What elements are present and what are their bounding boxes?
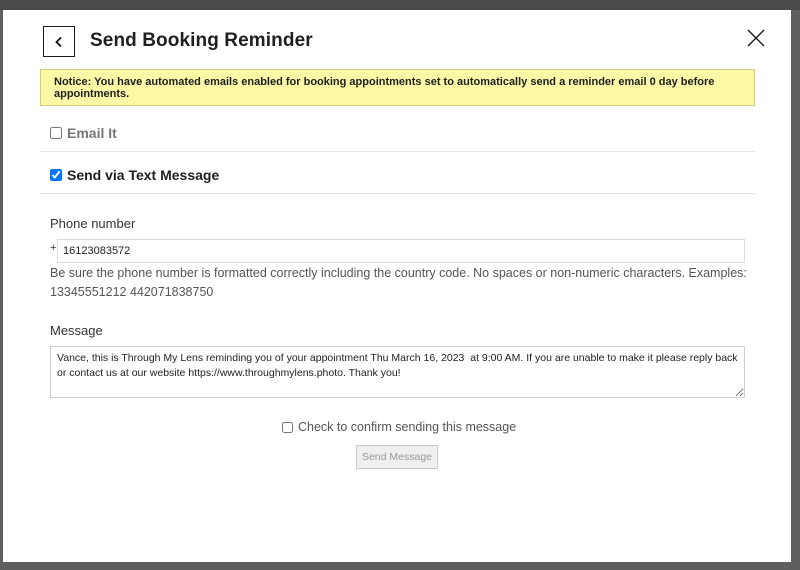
confirm-label: Check to confirm sending this message <box>298 420 517 434</box>
sms-option[interactable] <box>50 167 219 183</box>
modal-title: Send Booking Reminder <box>90 30 313 51</box>
email-option[interactable] <box>50 125 117 141</box>
send-reminder-modal <box>3 10 791 562</box>
confirm-option[interactable] <box>282 420 516 434</box>
automation-notice <box>40 69 755 106</box>
send-message-button[interactable]: Send Message <box>356 445 438 469</box>
divider <box>40 151 755 152</box>
page-backdrop <box>0 0 800 10</box>
email-checkbox[interactable] <box>50 127 62 139</box>
message-textarea[interactable] <box>50 346 745 398</box>
divider <box>40 193 755 194</box>
sms-checkbox[interactable] <box>50 169 62 181</box>
message-label: Message <box>50 323 103 338</box>
email-option-label: Email It <box>67 125 117 141</box>
confirm-checkbox[interactable] <box>282 422 293 433</box>
notice-text: Notice: You have automated emails enabled for booking appointments set to automatically send a reminder email 0 day before appointments. <box>54 75 715 100</box>
phone-help-text: Be sure the phone number is formatted correctly including the country code. No spaces or non-numeric characters. Examples: 13345551212 442071838750 <box>50 266 747 299</box>
phone-label: Phone number <box>50 216 136 231</box>
chevron-left-icon <box>54 36 64 48</box>
close-button[interactable] <box>745 27 767 49</box>
phone-prefix: + <box>50 242 57 254</box>
sms-option-label: Send via Text Message <box>67 167 220 183</box>
back-button[interactable] <box>43 26 75 57</box>
phone-input[interactable] <box>57 239 745 263</box>
close-icon <box>745 27 767 49</box>
